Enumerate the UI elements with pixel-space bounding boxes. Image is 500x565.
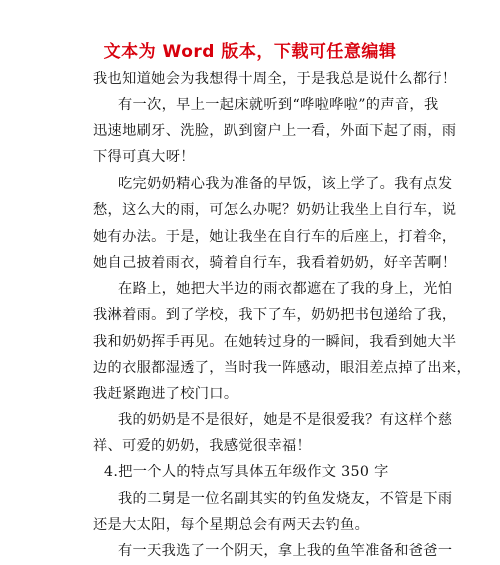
document-banner: 文本为 Word 版本，下载可任意编辑 bbox=[103, 42, 397, 62]
text-line: 下得可真大呀！ bbox=[93, 149, 195, 165]
text-line: 我赶紧跑进了校门口。 bbox=[93, 386, 239, 402]
text-line: 有一次，早上一起床就听到“哗啦哗啦”的声音，我 bbox=[118, 97, 439, 113]
text-line: 边的衣服都湿透了，当时我一阵感动，眼泪差点掉了出来， bbox=[93, 360, 471, 376]
text-line: 我的奶奶是不是很好，她是不是很爱我？有这样个慈 bbox=[118, 412, 453, 428]
text-line: 愁，这么大的雨，可怎么办呢？奶奶让我坐上自行车，说 bbox=[93, 202, 457, 218]
text-line: 还是大太阳，每个星期总会有两天去钓鱼。 bbox=[93, 517, 370, 533]
text-line: 我淋着雨。到了学校，我下了车，奶奶把书包递给了我， bbox=[93, 307, 457, 323]
text-line: 吃完奶奶精心我为准备的早饭，该上学了。我有点发 bbox=[118, 176, 453, 192]
text-line: 在路上，她把大半边的雨衣都遮在了我的身上，光怕 bbox=[118, 281, 453, 297]
text-line: 我也知道她会为我想得十周全，于是我总是说什么都行！ bbox=[93, 71, 457, 87]
text-line: 有一天我选了一个阴天，拿上我的鱼竿准备和爸爸一 bbox=[118, 543, 453, 559]
text-line: 她自己披着雨衣，骑着自行车，我看着奶奶，好辛苦啊！ bbox=[93, 255, 457, 271]
text-line: 我和奶奶挥手再见。在她转过身的一瞬间，我看到她大半 bbox=[93, 334, 457, 350]
text-line: 迅速地刷牙、洗脸，趴到窗户上一看，外面下起了雨，雨 bbox=[93, 123, 457, 139]
section-heading: 4.把一个人的特点写具体五年级作文 350 字 bbox=[104, 464, 389, 480]
text-line: 我的二舅是一位名副其实的钓鱼发烧友，不管是下雨 bbox=[118, 491, 453, 507]
text-line: 祥、可爱的奶奶，我感觉很幸福！ bbox=[93, 438, 312, 454]
text-line: 她有办法。于是，她让我坐在自行车的后座上，打着伞， bbox=[93, 229, 457, 245]
